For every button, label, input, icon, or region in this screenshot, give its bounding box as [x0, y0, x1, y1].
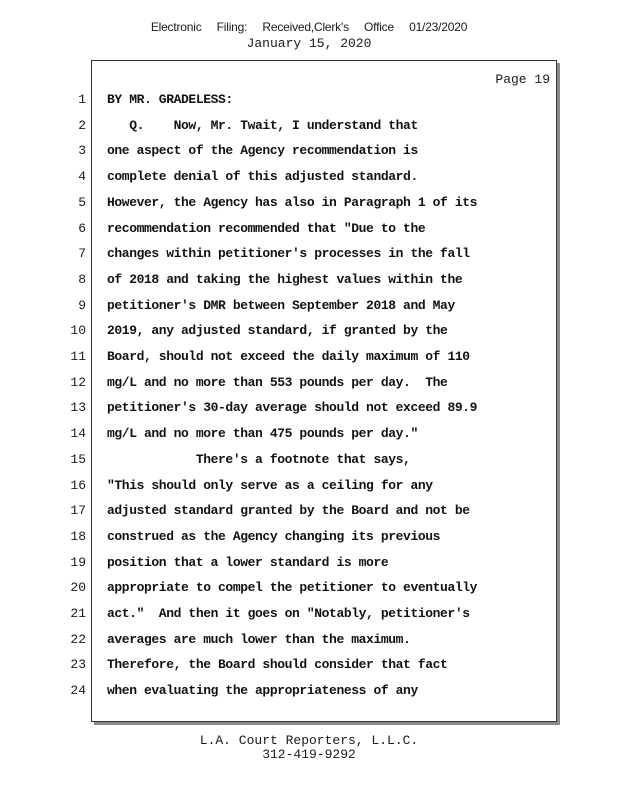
line-number: 7 — [78, 246, 86, 262]
transcript-line: when evaluating the appropriateness of any — [107, 683, 418, 699]
line-number: 11 — [70, 349, 86, 364]
line-number: 10 — [70, 323, 86, 339]
line-number: 4 — [78, 169, 86, 185]
line-number: 5 — [78, 194, 86, 210]
line-number: 8 — [78, 271, 86, 287]
transcript-line: mg/L and no more than 475 pounds per day." — [107, 426, 418, 442]
filing-stamp-received: Received,Clerk's — [262, 20, 349, 34]
transcript-line: Therefore, the Board should consider that fact — [107, 657, 448, 673]
transcript-line: changes within petitioner's processes in the fall — [107, 246, 470, 262]
line-number: 9 — [78, 297, 86, 313]
line-number: 6 — [78, 220, 86, 236]
transcript-line: mg/L and no more than 553 pounds per day. The — [107, 374, 448, 390]
line-number: 3 — [78, 143, 86, 159]
line-number: 15 — [70, 451, 86, 467]
filing-stamp-electronic: Electronic — [150, 20, 202, 34]
transcript-line: There's a footnote that says, — [107, 451, 411, 467]
transcript-line: BY MR. GRADELESS: — [107, 92, 233, 107]
line-number: 18 — [70, 528, 86, 544]
line-number: 23 — [70, 657, 86, 673]
filing-stamp-filing: Filing: — [216, 20, 248, 34]
transcript-line: act." And then it goes on "Notably, petitioner's — [107, 606, 470, 621]
transcript-line: "This should only serve as a ceiling for any — [107, 477, 433, 493]
line-number: 16 — [70, 477, 86, 493]
transcript-line: position that a lower standard is more — [107, 554, 389, 570]
transcript-line: Board, should not exceed the daily maximum of 110 — [107, 349, 470, 364]
line-number: 17 — [70, 503, 86, 519]
transcript-line: Q. Now, Mr. Twait, I understand that — [107, 117, 418, 133]
page-number: Page 19 — [495, 72, 550, 87]
transcript-line: petitioner's 30-day average should not exceed 89.9 — [107, 400, 478, 416]
line-number: 19 — [70, 554, 86, 570]
transcript-line: complete denial of this adjusted standard. — [107, 169, 418, 185]
transcript-line: However, the Agency has also in Paragraph 1 of its — [107, 194, 478, 210]
filing-stamp-date: 01/23/2020 — [409, 20, 468, 34]
transcript-line: construed as the Agency changing its previous — [107, 528, 441, 544]
reporter-phone: 312-419-9292 — [262, 747, 356, 762]
line-number: 12 — [70, 374, 86, 390]
transcript-line: of 2018 and taking the highest values within the — [107, 271, 463, 287]
filing-stamp-office: Office — [364, 20, 394, 34]
line-number: 24 — [70, 683, 86, 699]
transcript-line: petitioner's DMR between September 2018 and May — [107, 297, 455, 313]
transcript-line: adjusted standard granted by the Board and not be — [107, 503, 470, 519]
line-number: 20 — [70, 580, 86, 596]
transcript-line: averages are much lower than the maximum. — [107, 631, 411, 647]
reporter-company: L.A. Court Reporters, L.L.C. — [199, 733, 419, 748]
line-number: 1 — [78, 92, 86, 107]
transcript-line: appropriate to compel the petitioner to eventually — [107, 580, 478, 596]
transcript-line: 2019, any adjusted standard, if granted by the — [107, 323, 448, 339]
line-number: 2 — [78, 117, 86, 133]
filing-stamp — [0, 20, 618, 34]
line-number: 22 — [70, 631, 86, 647]
line-number: 13 — [70, 400, 86, 416]
transcript-line: one aspect of the Agency recommendation is — [107, 143, 418, 159]
line-number: 21 — [70, 606, 86, 621]
transcript-date: January 15, 2020 — [246, 36, 372, 51]
transcript-line: recommendation recommended that "Due to the — [107, 220, 426, 236]
line-number: 14 — [70, 426, 86, 442]
